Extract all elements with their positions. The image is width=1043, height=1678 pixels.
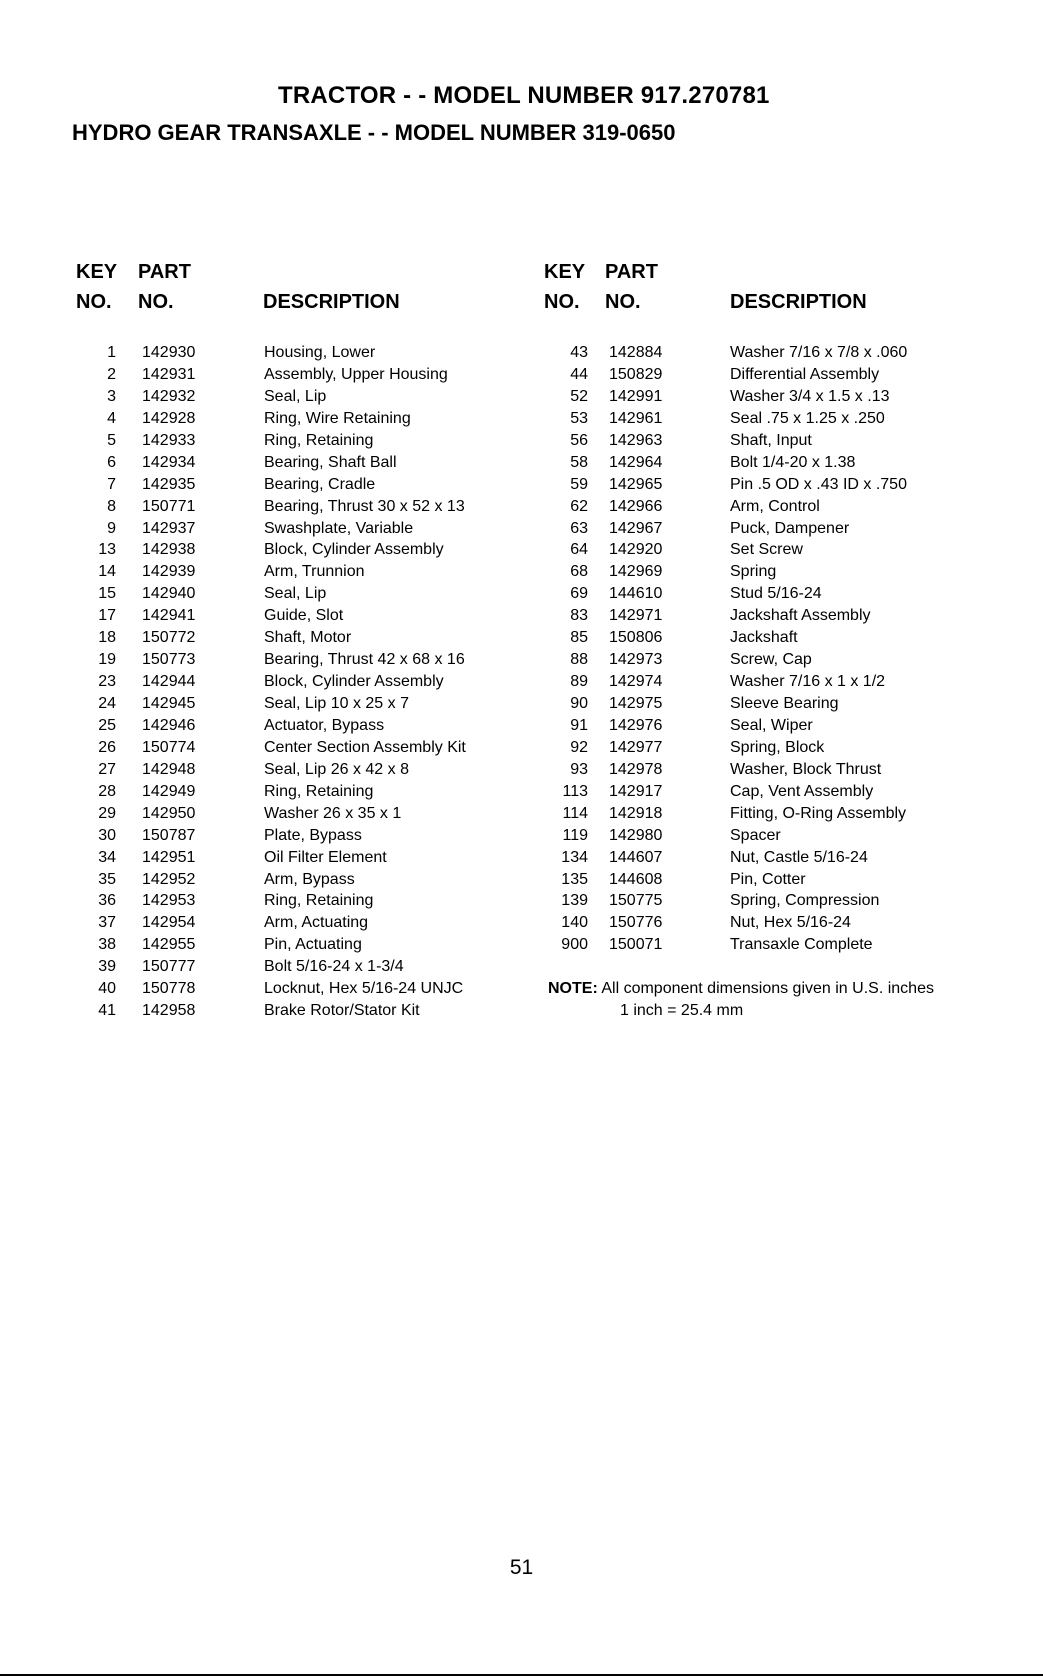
table-row — [0, 342, 520, 364]
table-row — [520, 342, 1040, 364]
table-row — [0, 803, 520, 825]
key-number: 38 — [98, 936, 116, 954]
part-number: 142969 — [609, 563, 663, 581]
part-description: Shaft, Motor — [264, 629, 352, 647]
key-number: 114 — [562, 804, 588, 822]
key-number: 26 — [98, 738, 116, 756]
part-number: 150771 — [142, 497, 196, 515]
part-number: 142932 — [142, 387, 196, 405]
key-number: 2 — [107, 365, 116, 383]
key-number: 69 — [570, 585, 588, 603]
key-number: 119 — [562, 826, 588, 844]
key-number: 90 — [570, 695, 588, 712]
key-number: 63 — [570, 519, 588, 537]
part-description: Ring, Retaining — [264, 782, 374, 800]
key-number: 17 — [98, 607, 116, 625]
table-row — [520, 759, 1040, 781]
part-description: Jackshaft — [730, 629, 798, 647]
part-description: Center Section Assembly Kit — [264, 738, 466, 756]
part-description: Bearing, Thrust 30 x 52 x 13 — [264, 497, 465, 515]
key-number: 35 — [98, 870, 116, 888]
key-number: 19 — [98, 651, 116, 669]
part-number: 150772 — [142, 629, 196, 647]
part-number: 142967 — [609, 519, 663, 537]
part-number: 142928 — [142, 409, 196, 427]
table-row — [520, 386, 1040, 408]
part-description: Bolt 1/4-20 x 1.38 — [730, 453, 856, 471]
key-number: 113 — [562, 782, 588, 800]
key-number: 15 — [98, 585, 116, 603]
table-row — [0, 825, 520, 847]
part-description: Bearing, Thrust 42 x 68 x 16 — [264, 651, 465, 669]
part-description: Seal, Wiper — [730, 716, 813, 734]
part-number: 144607 — [609, 848, 663, 866]
table-row — [0, 561, 520, 583]
part-number: 150776 — [609, 914, 663, 932]
table-row — [520, 715, 1040, 737]
table-row — [520, 364, 1040, 386]
key-number: 5 — [107, 431, 116, 449]
part-number: 142976 — [609, 716, 663, 734]
part-number: 142977 — [609, 738, 663, 756]
part-description: Ring, Wire Retaining — [264, 409, 411, 427]
part-description: Stud 5/16-24 — [730, 585, 822, 603]
left-part-header-line2: NO. — [138, 291, 174, 313]
key-number: 36 — [98, 892, 116, 910]
table-row — [520, 693, 1040, 715]
part-number: 142964 — [609, 453, 663, 471]
part-number: 142975 — [609, 695, 663, 712]
part-number: 150829 — [609, 365, 663, 383]
part-description: Guide, Slot — [264, 607, 344, 625]
dimension-note — [548, 978, 934, 1022]
left-description-header: DESCRIPTION — [263, 291, 400, 313]
table-row — [0, 408, 520, 430]
part-number: 142930 — [142, 344, 196, 361]
part-description: Locknut, Hex 5/16-24 UNJC — [264, 980, 464, 998]
part-description: Cap, Vent Assembly — [730, 782, 874, 800]
table-row — [520, 825, 1040, 847]
table-row — [520, 803, 1040, 825]
part-description: Pin, Cotter — [730, 870, 806, 888]
key-number: 8 — [107, 497, 116, 515]
table-row — [520, 869, 1040, 891]
part-number: 142939 — [142, 563, 196, 581]
key-number: 83 — [570, 607, 588, 625]
key-number: 44 — [570, 365, 588, 383]
table-row — [0, 518, 520, 540]
table-row — [0, 869, 520, 891]
key-number: 56 — [570, 431, 588, 449]
part-number: 150777 — [142, 958, 196, 976]
part-number: 150773 — [142, 651, 196, 669]
part-number: 142937 — [142, 519, 196, 537]
table-row — [0, 430, 520, 452]
key-number: 39 — [98, 958, 116, 976]
part-number: 142934 — [142, 453, 196, 471]
part-description: Ring, Retaining — [264, 892, 374, 910]
table-row — [0, 605, 520, 627]
key-number: 25 — [98, 716, 116, 734]
table-row — [0, 737, 520, 759]
key-number: 13 — [98, 541, 116, 559]
key-number: 134 — [561, 848, 588, 866]
table-row — [0, 1000, 520, 1022]
note-label: NOTE: — [548, 980, 598, 997]
part-number: 142940 — [142, 585, 196, 603]
part-number: 142971 — [609, 607, 663, 625]
key-number: 29 — [98, 804, 116, 822]
table-row — [520, 496, 1040, 518]
parts-list-right — [520, 342, 1040, 956]
table-row — [520, 430, 1040, 452]
part-description: Spring, Block — [730, 738, 825, 756]
part-description: Block, Cylinder Assembly — [264, 541, 444, 559]
part-number: 150787 — [142, 826, 196, 844]
right-description-header: DESCRIPTION — [730, 291, 867, 313]
table-row — [520, 539, 1040, 561]
table-row — [0, 496, 520, 518]
table-row — [520, 671, 1040, 693]
part-number: 144610 — [609, 585, 663, 603]
parts-list-left — [0, 342, 520, 1022]
key-number: 28 — [98, 782, 116, 800]
table-row — [0, 978, 520, 1000]
table-row — [0, 693, 520, 715]
key-number: 1 — [107, 344, 116, 361]
key-number: 900 — [561, 936, 588, 954]
key-number: 68 — [570, 563, 588, 581]
table-row — [0, 671, 520, 693]
right-part-header-line1: PART — [605, 261, 658, 283]
table-row — [520, 847, 1040, 869]
table-row — [520, 408, 1040, 430]
part-number: 142953 — [142, 892, 196, 910]
part-description: Seal, Lip 10 x 25 x 7 — [264, 695, 409, 712]
key-number: 4 — [107, 409, 116, 427]
part-description: Screw, Cap — [730, 651, 812, 669]
part-description: Oil Filter Element — [264, 848, 387, 866]
table-row — [0, 649, 520, 671]
part-number: 150778 — [142, 980, 196, 998]
key-number: 9 — [107, 519, 116, 537]
part-number: 142884 — [609, 344, 663, 361]
table-row — [0, 934, 520, 956]
part-description: Seal .75 x 1.25 x .250 — [730, 409, 885, 427]
part-number: 142946 — [142, 716, 196, 734]
part-description: Block, Cylinder Assembly — [264, 673, 444, 691]
key-number: 18 — [98, 629, 116, 647]
part-description: Sleeve Bearing — [730, 695, 839, 712]
part-number: 142941 — [142, 607, 196, 625]
part-description: Nut, Castle 5/16-24 — [730, 848, 868, 866]
table-row — [520, 781, 1040, 803]
part-number: 150071 — [609, 936, 663, 954]
part-description: Arm, Bypass — [264, 870, 355, 888]
part-description: Washer 7/16 x 1 x 1/2 — [730, 673, 886, 691]
part-description: Pin, Actuating — [264, 936, 362, 954]
table-row — [0, 847, 520, 869]
left-key-header-line1: KEY — [76, 261, 118, 283]
key-number: 52 — [570, 387, 588, 405]
table-row — [0, 474, 520, 496]
key-number: 62 — [570, 497, 588, 515]
table-row — [520, 627, 1040, 649]
part-number: 142920 — [609, 541, 663, 559]
left-key-header-line2: NO. — [76, 291, 112, 313]
part-number: 142965 — [609, 475, 663, 493]
key-number: 53 — [570, 409, 588, 427]
part-number: 142938 — [142, 541, 196, 559]
table-row — [0, 912, 520, 934]
part-number: 142951 — [142, 848, 196, 866]
key-number: 24 — [98, 695, 116, 712]
key-number: 93 — [570, 760, 588, 778]
part-number: 142944 — [142, 673, 196, 691]
part-number: 142935 — [142, 475, 196, 493]
table-row — [0, 386, 520, 408]
part-number: 142917 — [609, 782, 663, 800]
part-description: Bearing, Cradle — [264, 475, 376, 493]
key-number: 23 — [98, 673, 116, 691]
key-number: 43 — [570, 344, 588, 361]
page-number: 51 — [509, 1556, 534, 1579]
key-number: 139 — [561, 892, 588, 910]
part-number: 142974 — [609, 673, 663, 691]
part-description: Washer 3/4 x 1.5 x .13 — [730, 387, 890, 405]
key-number: 41 — [98, 1002, 116, 1020]
key-number: 34 — [98, 848, 116, 866]
part-description: Assembly, Upper Housing — [264, 365, 448, 383]
key-number: 140 — [561, 914, 588, 932]
table-row — [520, 452, 1040, 474]
table-row — [0, 539, 520, 561]
part-description: Swashplate, Variable — [264, 519, 414, 537]
key-number: 37 — [98, 914, 116, 932]
key-number: 14 — [98, 563, 116, 581]
right-key-header-line1: KEY — [544, 261, 586, 283]
part-number: 142954 — [142, 914, 196, 932]
part-number: 142948 — [142, 760, 196, 778]
part-description: Fitting, O-Ring Assembly — [730, 804, 907, 822]
part-description: Ring, Retaining — [264, 431, 374, 449]
page-subtitle: HYDRO GEAR TRANSAXLE - - MODEL NUMBER 319-0650 — [72, 120, 676, 145]
table-row — [0, 452, 520, 474]
part-description: Washer 26 x 35 x 1 — [264, 804, 402, 822]
part-number: 142961 — [609, 409, 663, 427]
table-row — [0, 583, 520, 605]
part-description: Plate, Bypass — [264, 826, 362, 844]
key-number: 88 — [570, 651, 588, 669]
part-number: 150806 — [609, 629, 663, 647]
note-conversion: 1 inch = 25.4 mm — [620, 1002, 744, 1019]
bottom-rule — [0, 1674, 1043, 1676]
key-number: 135 — [561, 870, 588, 888]
key-number: 3 — [107, 387, 116, 405]
table-row — [0, 715, 520, 737]
key-number: 30 — [98, 826, 116, 844]
part-number: 142918 — [609, 804, 663, 822]
part-number: 142949 — [142, 782, 196, 800]
part-number: 142945 — [142, 695, 196, 712]
key-number: 27 — [98, 760, 116, 778]
table-row — [520, 561, 1040, 583]
part-description: Jackshaft Assembly — [730, 607, 871, 625]
part-description: Nut, Hex 5/16-24 — [730, 914, 851, 932]
part-description: Actuator, Bypass — [264, 716, 385, 734]
part-number: 142931 — [142, 365, 196, 383]
part-number: 142980 — [609, 826, 663, 844]
part-number: 142966 — [609, 497, 663, 515]
key-number: 40 — [98, 980, 116, 998]
part-description: Spacer — [730, 826, 781, 844]
part-number: 142955 — [142, 936, 196, 954]
key-number: 58 — [570, 453, 588, 471]
part-number: 144608 — [609, 870, 663, 888]
part-description: Differential Assembly — [730, 365, 880, 383]
page-title: TRACTOR - - MODEL NUMBER 917.270781 — [278, 82, 770, 109]
part-description: Housing, Lower — [264, 344, 376, 361]
note-text: All component dimensions given in U.S. inches — [601, 980, 934, 997]
right-key-header-line2: NO. — [544, 291, 580, 313]
table-row — [520, 474, 1040, 496]
part-description: Spring — [730, 563, 777, 581]
key-number: 59 — [570, 475, 588, 493]
part-number: 142958 — [142, 1002, 196, 1020]
part-number: 142978 — [609, 760, 663, 778]
table-row — [520, 737, 1040, 759]
key-number: 6 — [107, 453, 116, 471]
part-description: Washer 7/16 x 7/8 x .060 — [730, 344, 908, 361]
part-description: Bearing, Shaft Ball — [264, 453, 397, 471]
part-number: 142963 — [609, 431, 663, 449]
key-number: 91 — [570, 716, 588, 734]
table-row — [520, 518, 1040, 540]
part-number: 142991 — [609, 387, 663, 405]
part-description: Transaxle Complete — [730, 936, 873, 954]
table-row — [520, 890, 1040, 912]
part-number: 150775 — [609, 892, 663, 910]
key-number: 92 — [570, 738, 588, 756]
part-description: Bolt 5/16-24 x 1-3/4 — [264, 958, 404, 976]
part-number: 142952 — [142, 870, 196, 888]
table-row — [520, 583, 1040, 605]
key-number: 85 — [570, 629, 588, 647]
part-description: Brake Rotor/Stator Kit — [264, 1002, 420, 1020]
part-description: Seal, Lip — [264, 585, 327, 603]
table-row — [520, 912, 1040, 934]
part-description: Arm, Control — [730, 497, 820, 515]
left-part-header-line1: PART — [138, 261, 191, 283]
part-number: 150774 — [142, 738, 196, 756]
part-description: Set Screw — [730, 541, 803, 559]
part-description: Arm, Actuating — [264, 914, 369, 932]
part-description: Seal, Lip — [264, 387, 327, 405]
part-description: Washer, Block Thrust — [730, 760, 882, 778]
part-description: Puck, Dampener — [730, 519, 850, 537]
key-number: 64 — [570, 541, 588, 559]
table-row — [520, 934, 1040, 956]
table-row — [0, 890, 520, 912]
part-description: Seal, Lip 26 x 42 x 8 — [264, 760, 409, 778]
table-row — [0, 364, 520, 386]
part-number: 142950 — [142, 804, 196, 822]
part-description: Spring, Compression — [730, 892, 880, 910]
key-number: 89 — [570, 673, 588, 691]
table-row — [0, 759, 520, 781]
key-number: 7 — [107, 475, 116, 493]
table-row — [0, 956, 520, 978]
part-description: Shaft, Input — [730, 431, 812, 449]
part-number: 142933 — [142, 431, 196, 449]
table-row — [0, 627, 520, 649]
right-part-header-line2: NO. — [605, 291, 641, 313]
part-description: Arm, Trunnion — [264, 563, 365, 581]
table-row — [520, 649, 1040, 671]
part-number: 142973 — [609, 651, 663, 669]
table-row — [0, 781, 520, 803]
table-row — [520, 605, 1040, 627]
part-description: Pin .5 OD x .43 ID x .750 — [730, 475, 907, 493]
